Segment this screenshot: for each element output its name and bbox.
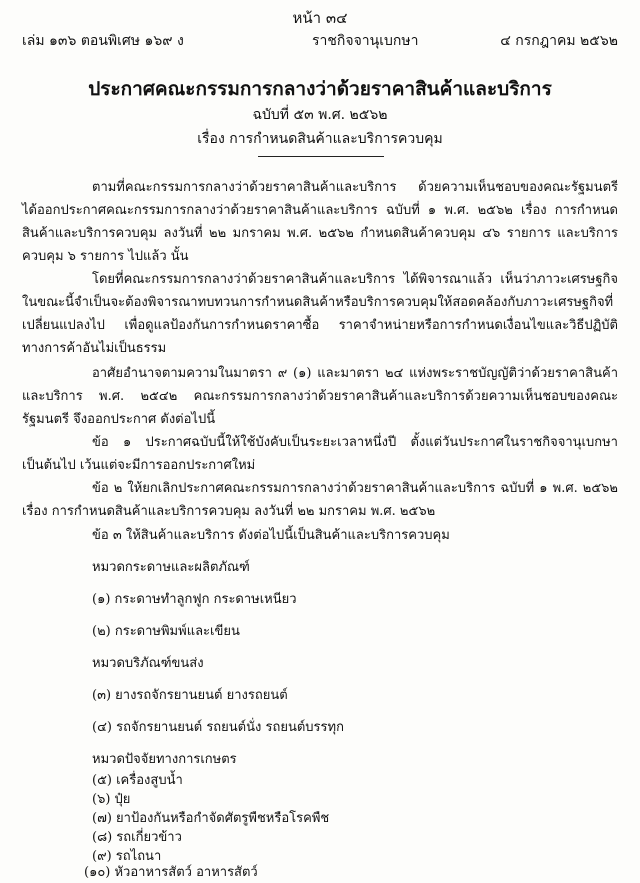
list-item: (๒) กระดาษพิมพ์และเขียน [92, 624, 240, 639]
category-heading: หมวดบริภัณฑ์ขนส่ง [92, 656, 204, 671]
list-item: (๖) ปุ๋ย [92, 792, 131, 807]
category-heading: หมวดปัจจัยทางการเกษตร [92, 752, 237, 767]
paragraph-background: ตามที่คณะกรรมการกลางว่าด้วยราคาสินค้าและบริการ ด้วยความเห็นชอบของคณะรัฐมนตรี ได้ออกประกาศคณะกรรมการกลางว่าด้วยราคาสินค้าและบริการ ฉบับที่ ๑ พ.ศ. ๒๕๖๒ เรื่อง การกำหนดสินค้าและบริการควบคุม ลงวันที่ ๒๒ มกราคม พ.ศ. ๒๕๖๒ กำหนดสินค้าควบคุม ๔๖ รายการ และบริการควบคุม ๖ รายการ ไปแล้ว นั้น [22, 180, 618, 264]
list-item: (๙) รถไถนา [92, 849, 162, 864]
list-item: (๗) ยาป้องกันหรือกำจัดศัตรูพืชหรือโรคพืช [92, 811, 330, 826]
list-item: (๘) รถเกี่ยวข้าว [92, 830, 182, 845]
list-item: (๑๐) หัวอาหารสัตว์ อาหารสัตว์ [84, 865, 258, 880]
document-subject: เรื่อง การกำหนดสินค้าและบริการควบคุม [197, 131, 443, 147]
list-item: (๔) รถจักรยานยนต์ รถยนต์นั่ง รถยนต์บรรทุก [92, 720, 344, 735]
list-item: (๕) เครื่องสูบน้ำ [92, 773, 183, 788]
clause-2: ข้อ ๒ ให้ยกเลิกประกาศคณะกรรมการกลางว่าด้วยราคาสินค้าและบริการ ฉบับที่ ๑ พ.ศ. ๒๕๖๒ เรื่อง การกำหนดสินค้าและบริการควบคุม ลงวันที่ ๒๒ มกราคม พ.ศ. ๒๕๖๒ [22, 481, 618, 519]
list-item: (๓) ยางรถจักรยานยนต์ ยางรถยนต์ [92, 688, 288, 703]
category-heading: หมวดกระดาษและผลิตภัณฑ์ [92, 560, 250, 575]
volume-info: เล่ม ๑๓๖ ตอนพิเศษ ๑๖๙ ง [22, 33, 184, 49]
list-item: (๑) กระดาษทำลูกฟูก กระดาษเหนียว [92, 592, 297, 607]
clause-1: ข้อ ๑ ประกาศฉบับนี้ให้ใช้บังคับเป็นระยะเวลาหนึ่งปี ตั้งแต่วันประกาศในราชกิจจานุเบกษาเป็นต้นไป เว้นแต่จะมีการออกประกาศใหม่ [22, 435, 618, 473]
publication-date: ๔ กรกฎาคม ๒๕๖๒ [500, 33, 618, 49]
gazette-header [22, 30, 618, 50]
document-issue: ฉบับที่ ๕๓ พ.ศ. ๒๕๖๒ [252, 107, 388, 123]
clause-3: ข้อ ๓ ให้สินค้าและบริการ ดังต่อไปนี้เป็นสินค้าและบริการควบคุม [92, 528, 450, 543]
paragraph-authority: อาศัยอำนาจตามความในมาตรา ๙ (๑) และมาตรา ๒๔ แห่งพระราชบัญญัติว่าด้วยราคาสินค้าและบริการ พ.ศ. ๒๕๔๒ คณะกรรมการกลางว่าด้วยราคาสินค้าและบริการด้วยความเห็นชอบของคณะรัฐมนตรี จึงออกประกาศ ดังต่อไปนี้ [22, 366, 618, 427]
document-title: ประกาศคณะกรรมการกลางว่าด้วยราคาสินค้าและบริการ [88, 78, 552, 100]
gazette-name: ราชกิจจานุเบกษา [312, 33, 419, 49]
paragraph-rationale: โดยที่คณะกรรมการกลางว่าด้วยราคาสินค้าและบริการ ได้พิจารณาแล้ว เห็นว่าภาวะเศรษฐกิจในขณะนี้จำเป็นจะต้องพิจารณาทบทวนการกำหนดสินค้าหรือบริการควบคุมให้สอดคล้องกับภาวะเศรษฐกิจที่เปลี่ยนแปลงไป เพื่อดูแลป้องกันการกำหนดราคาซื้อ ราคาจำหน่ายหรือการกำหนดเงื่อนไขและวิธีปฏิบัติทางการค้าอันไม่เป็นธรรม [22, 272, 618, 356]
title-divider [258, 156, 384, 157]
page-number: หน้า ๓๔ [292, 9, 348, 27]
